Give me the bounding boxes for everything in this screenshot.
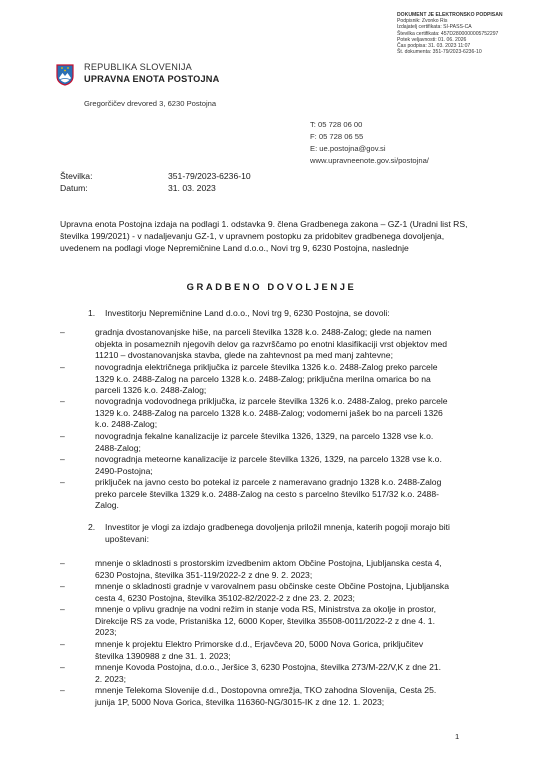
document-number-value: 351-79/2023-6236-10 [168, 171, 251, 181]
document-date-label: Datum: [60, 183, 88, 193]
section-text-line: upoštevani: [105, 534, 149, 544]
signature-line: Št. dokumenta: 351-79/2023-6236-10 [397, 49, 482, 56]
signature-heading: DOKUMENT JE ELEKTRONSKO PODPISAN [397, 12, 503, 18]
contact-fax: F: 05 728 06 55 [310, 132, 364, 141]
list-item: – mnenje o skladnosti gradnje v varovalnem pasu občinske ceste Občine Postojna, Ljubljanska cesta 4, 6230 Postojna, številka 35102-82/2022-2 z dne 23. 2. 2023; [60, 581, 449, 603]
intro-paragraph: Upravna enota Postojna izdaja na podlagi 1. odstavka 9. člena Gradbenega zakona – GZ-1 (Uradni list RS, številka 199/2021) - v nadaljevanju GZ-1, v upravnem postopku za pridobitev gradbenega dovoljenja, uvedenem na podlagi vloge Nepremičnine Land d.o.o., Novi trg 9, 6230 Postojna, naslednje [60, 219, 468, 253]
section-number: 2. [88, 522, 96, 532]
signature-block [397, 12, 503, 55]
page-number: 1 [455, 732, 460, 741]
contact-phone: T: 05 728 06 00 [310, 120, 363, 129]
contact-email: E: ue.postojna@gov.si [310, 144, 386, 153]
office-name: UPRAVNA ENOTA POSTOJNA [84, 74, 220, 84]
list-item: – mnenje o skladnosti s prostorskim izvedbenim aktom Občine Postojna, Ljubljanska cesta 4, 6230 Postojna, številka 351-119/2022-2 z dne 9. 2. 2023; [60, 558, 442, 580]
list-item: – mnenje o vplivu gradnje na vodni režim in stanje voda RS, Ministrstva za okolje in prostor, Direkcije RS za vode, Pristaniška 12, 6000 Koper, številka 35508-0011/2022-2 z dne 4. 1. 2023; [60, 604, 437, 638]
coat-of-arms-logo [56, 64, 74, 86]
office-address: Gregorčičev drevored 3, 6230 Postojna [84, 99, 217, 108]
section-text: Investitorju Nepremičnine Land d.o.o., Novi trg 9, 6230 Postojna, se dovoli: [105, 308, 390, 318]
signature-line: Številka certifikata: 457D2800000005752297 [397, 30, 499, 37]
document-title: GRADBENO DOVOLJENJE [186, 281, 357, 292]
list-item: – novogradnja vodovodnega priključka, iz parcele številka 1326 k.o. 2488-Zalog, preko parcele 1329 k.o. 2488-Zalog na parcelo 1328 k.o. 2488-Zalog; vodomerni jašek bo na parceli 1326 k.o. 2488-Zalog; [60, 396, 448, 430]
signature-line: Podpisnik: Zvonko Ris [397, 18, 448, 25]
country-name: REPUBLIKA SLOVENIJA [84, 62, 192, 72]
list-item: – mnenje Telekoma Slovenije d.d., Dostopovna omrežja, TKO zahodna Slovenija, Cesta 25. junija 1P, 5000 Nova Gorica, številka 116360-NG/3015-IK z dne 12. 1. 2023; [60, 685, 437, 707]
signature-line: Izdajatelj certifikata: SI-PASS-CA [397, 24, 472, 31]
document-number-label: Številka: [60, 171, 93, 181]
list-item: – novogradnja električnega priključka iz parcele številka 1326 k.o. 2488-Zalog preko parcele 1329 k.o. 2488-Zalog na parcelo 1328 k.o. 2488-Zalog; priključna merilna omarica bo na parceli 1326 k.o. 2488-Zalog; [60, 362, 438, 396]
list-item: – gradnja dvostanovanjske hiše, na parceli številka 1328 k.o. 2488-Zalog; glede na namen objekta in posameznih njegovih delov ga razvrščamo po enotni klasifikaciji vrst objektov med 11210 – dvostanovanjska stavba, glede na zahtevnost pa med manj zahtevne; [60, 327, 448, 361]
list-item: – mnenje Kovoda Postojna, d.o.o., Jeršice 3, 6230 Postojna, številka 273/M-22/V,K z dne 21. 2. 2023; [60, 662, 442, 684]
section-text-line: Investitor je vlogi za izdajo gradbenega dovoljenja priložil mnenja, katerih pogoji morajo biti [105, 522, 450, 532]
list-item: – novogradnja fekalne kanalizacije iz parcele številka 1326, 1329, na parcelo 1328 vse k.o. 2488-Zalog; [60, 431, 434, 453]
list-item: – priključek na javno cesto bo potekal iz parcele z nameravano gradnjo 1328 k.o. 2488-Zalog preko parcele številka 1329 k.o. 2488-Zalog na cesto s parcelno številko 517/32 k.o. 2488- Zalog. [60, 477, 442, 511]
signature-line: Čas podpisa: 31. 03. 2023 11:07 [397, 43, 471, 50]
contact-website: www.upravneenote.gov.si/postojna/ [310, 156, 429, 165]
list-item: – mnenje k projektu Elektro Primorske d.d., Erjavčeva 20, 5000 Nova Gorica, priključitev številka 1390988 z dne 31. 1. 2023; [60, 639, 424, 661]
section-number: 1. [88, 308, 96, 318]
list-item: – novogradnja meteorne kanalizacije iz parcele številka 1326, 1329, na parcelo 1328 vse k.o. 2490-Postojna; [60, 454, 442, 476]
document-date-value: 31. 03. 2023 [168, 183, 216, 193]
signature-line: Potek veljavnosti: 01. 06. 2026 [397, 36, 467, 43]
